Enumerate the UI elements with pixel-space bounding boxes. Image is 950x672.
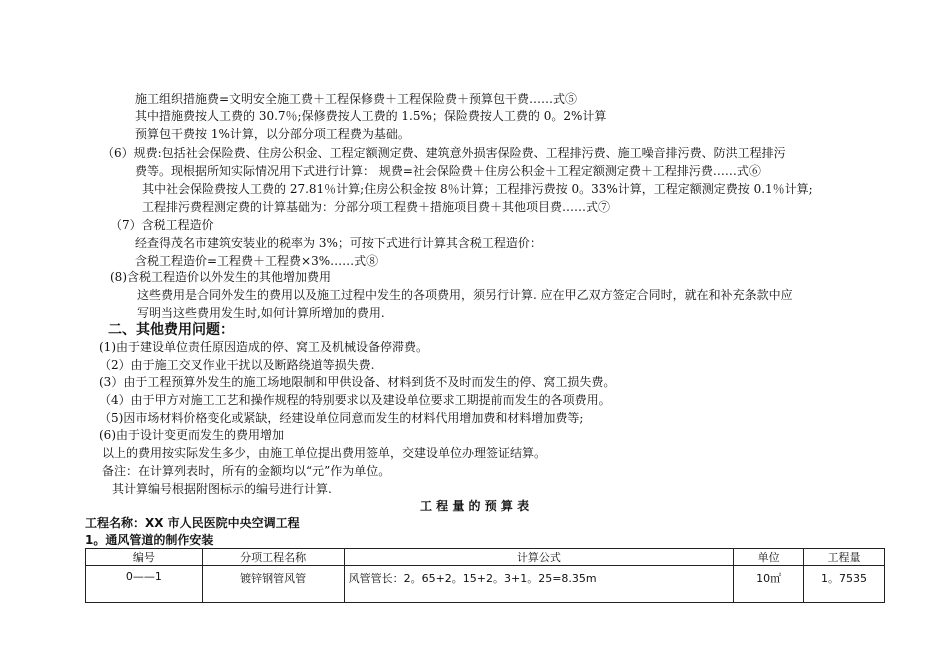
header-cell: 编号 [86,549,203,566]
text-line: 经查得茂名市建筑安装业的税率为 3%；可按下式进行计算其含税工程造价： [135,236,542,250]
text-line: （5)因市场材料价格变化或紧缺，经建设单位同意而发生的材料代用增加费和材料增加费等; [99,411,584,425]
text-line: 其中社会保险费按人工费的 27.81％计算;住房公积金按 8％计算；工程排污费按 0。33%计算，工程定额测定费按 0.1％计算; [142,182,813,196]
text-line: 工程排污费程测定费的计算基础为：分部分项工程费＋措施项目费＋其他项目费……式⑦ [142,200,611,214]
table-cell: 10㎡ [734,566,804,603]
text-line: 写明当这些费用发生时,如何计算所增加的费用. [137,306,385,320]
project-name: 工程名称：XX 市人民医院中央空调工程 [85,516,300,530]
text-line: 备注：在计算列表时，所有的金额均以“元”作为单位。 [102,464,391,478]
table-cell: 风管管长：2。65+2。15+2。3+1。25=8.35m [344,566,734,603]
table-title: 工 程 量 的 预 算 表 [420,499,530,513]
text-line: (6)由于设计变更而发生的费用增加 [99,428,284,442]
header-cell: 工程量 [804,549,885,566]
text-line: 预算包干费按 1%计算，以分部分项工程费为基础。 [135,127,410,141]
text-line: 费等。现根据所知实际情况用下式进行计算： 规费=社会保险费＋住房公积金＋工程定额测定费＋工程排污费……式⑥ [135,164,761,178]
quantity-table [85,548,885,603]
header-cell: 分项工程名称 [202,549,344,566]
text-line: 施工组织措施费=文明安全施工费＋工程保修费＋工程保险费＋预算包干费……式⑤ [135,92,578,106]
text-line: 其中措施费按人工费的 30.7％;保修费按人工费的 1.5%；保险费按人工费的 0。2%计算 [135,109,607,123]
section-heading: 二、其他费用问题： [108,322,234,338]
text-line: 以上的费用按实际发生多少，由施工单位提出费用签单，交建设单位办理签证结算。 [102,446,547,460]
section-title: 1。通风管道的制作安装 [85,533,214,547]
table-cell: 镀锌钢管风管 [202,566,344,603]
text-line: （2）由于施工交叉作业干扰以及断路绕道等损失费. [99,358,375,372]
text-line: 其计算编号根据附图标示的编号进行计算. [112,482,332,496]
text-line: 含税工程造价=工程费＋工程费×3%……式⑧ [135,254,379,268]
text-line: （4）由于甲方对施工工艺和操作规程的特别要求以及建设单位要求工期提前而发生的各项费用。 [99,393,611,407]
header-cell: 计算公式 [344,549,734,566]
text-line: (8)含税工程造价以外发生的其他增加费用 [110,270,331,284]
text-line: （6）规费:包括社会保险费、住房公积金、工程定额测定费、建筑意外损害保险费、工程排污费、施工噪音排污费、防洪工程排污 [102,146,786,160]
text-line: (3）由于工程预算外发生的施工场地限制和甲供设备、材料到货不及时而发生的停、窝工损失费。 [99,375,616,389]
table-cell: 0——1 [86,566,203,603]
table-header-row [86,549,885,566]
table-row [86,566,885,603]
text-line: 这些费用是合同外发生的费用以及施工过程中发生的各项费用，须另行计算. 应在甲乙双方签定合同时，就在和补充条款中应 [137,288,793,302]
header-cell: 单位 [734,549,804,566]
table-cell: 1。7535 [804,566,885,603]
text-line: （7）含税工程造价 [110,218,214,232]
text-line: (1)由于建设单位责任原因造成的停、窝工及机械设备停滞费。 [99,340,429,354]
